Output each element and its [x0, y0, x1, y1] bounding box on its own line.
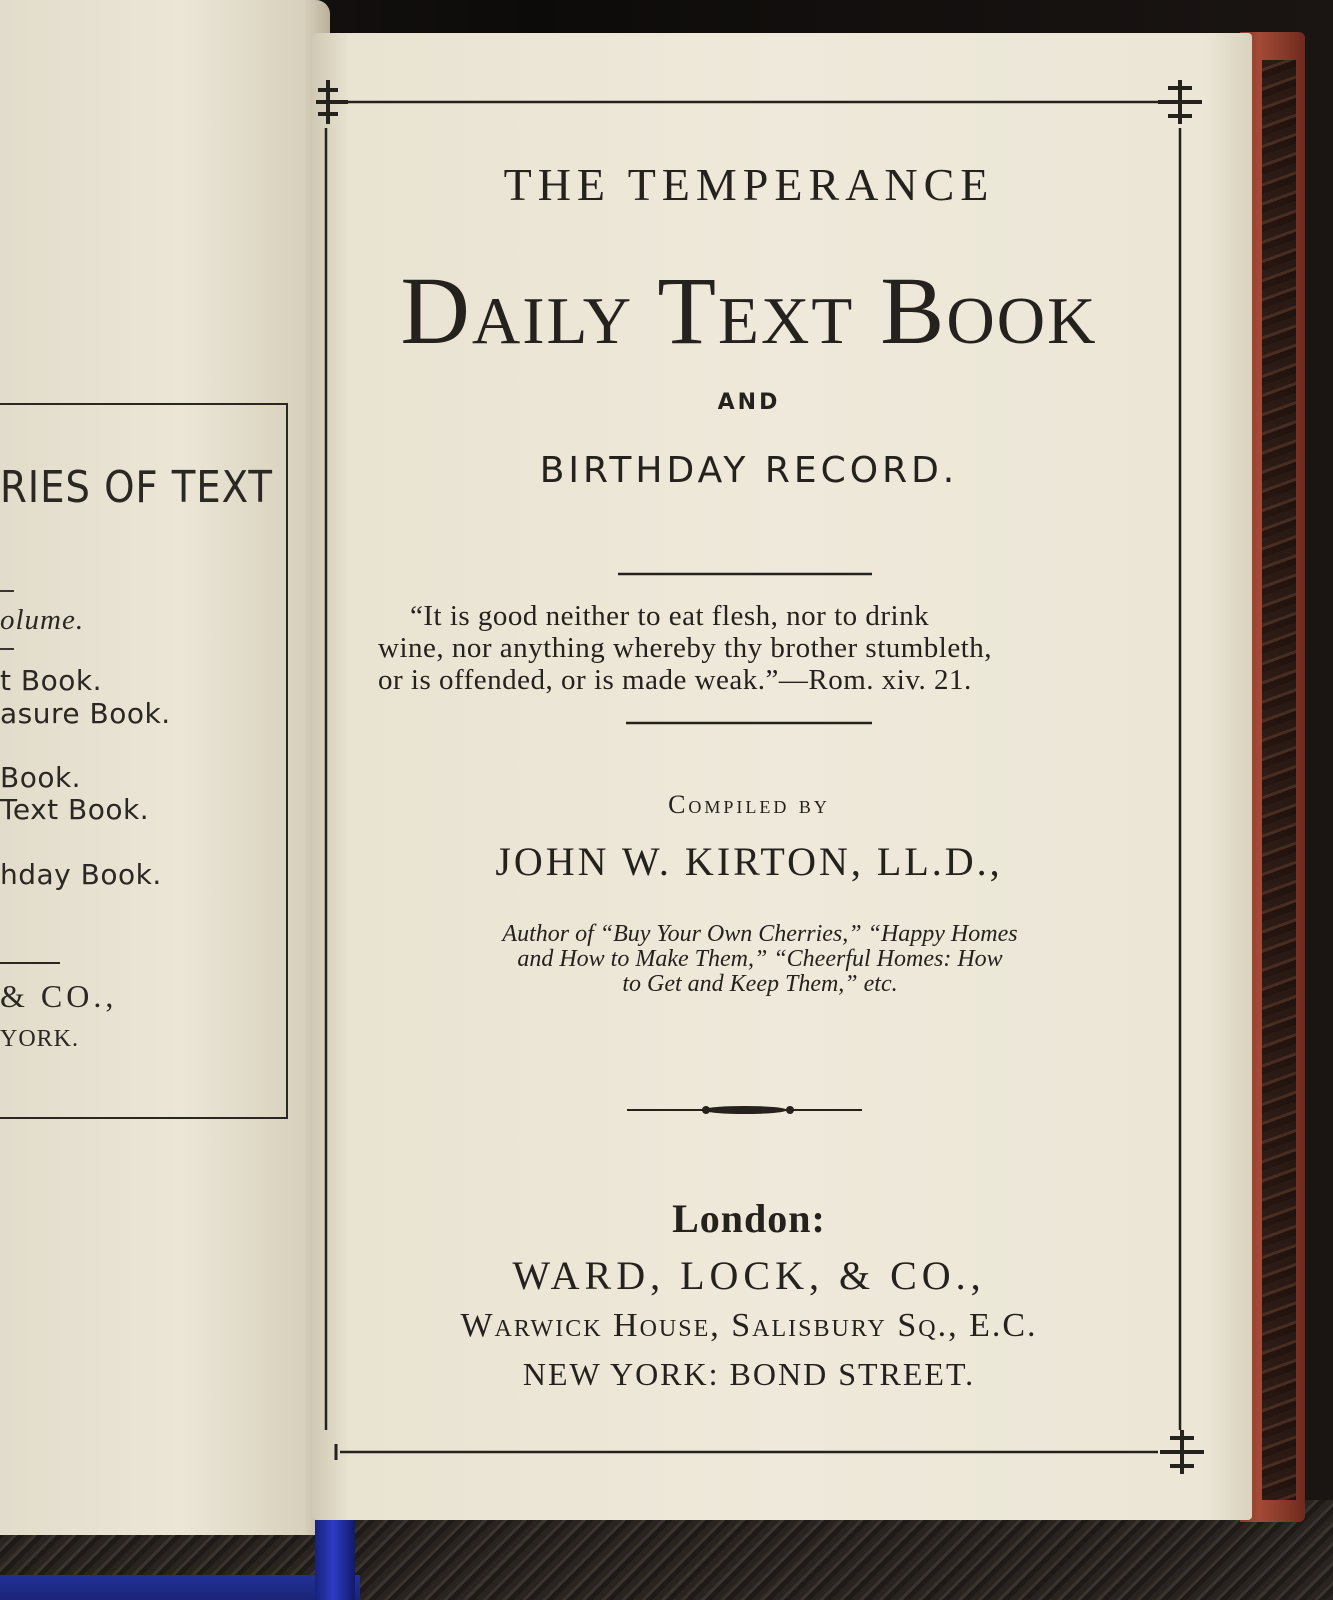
- left-page-item: asure Book.: [0, 697, 171, 730]
- author-name: JOHN W. KIRTON, LL.D.,: [495, 839, 1003, 884]
- second-title: BIRTHDAY RECORD.: [539, 450, 959, 491]
- left-page-item: Text Book.: [0, 793, 150, 826]
- left-page-item: hday Book.: [0, 858, 162, 891]
- subtitle: THE TEMPERANCE: [503, 159, 995, 210]
- conjunction: AND: [717, 390, 781, 415]
- left-page-heading: RIES OF TEXT: [0, 462, 273, 513]
- main-title: Daily Text Book: [400, 257, 1098, 364]
- left-page-volume: olume.: [0, 604, 85, 636]
- author-works: [330, 922, 1190, 997]
- quote-line: or is offended, or is made weak.”—Rom. xiv. 21.: [378, 664, 972, 696]
- compiled-by-label: Compiled by: [668, 790, 830, 819]
- left-page-city: YORK.: [0, 1026, 80, 1052]
- imprint-city: London:: [672, 1196, 826, 1241]
- works-line: to Get and Keep Them,” etc.: [622, 971, 898, 997]
- corner-ornament: [1158, 80, 1202, 124]
- left-page-item: t Book.: [0, 664, 102, 697]
- publisher-name: WARD, LOCK, & CO.,: [512, 1253, 986, 1298]
- publisher-address: Warwick House, Salisbury Sq., E.C.: [460, 1307, 1038, 1344]
- corner-ornament: [316, 80, 348, 124]
- new-york-address: NEW YORK: BOND STREET.: [522, 1356, 976, 1392]
- left-page-item: Book.: [0, 761, 82, 794]
- quote-line: “It is good neither to eat flesh, nor to drink: [410, 600, 930, 632]
- dash-ornament: [627, 1106, 862, 1114]
- scripture-quote: [378, 600, 1126, 696]
- left-page-publisher: & CO.,: [0, 978, 118, 1014]
- works-line: Author of “Buy Your Own Cherries,” “Happy Homes: [502, 921, 1018, 947]
- works-line: and How to Make Them,” “Cheerful Homes: How: [517, 946, 1003, 972]
- corner-ornament: [1160, 1430, 1204, 1474]
- quote-line: wine, nor anything whereby thy brother stumbleth,: [378, 632, 993, 664]
